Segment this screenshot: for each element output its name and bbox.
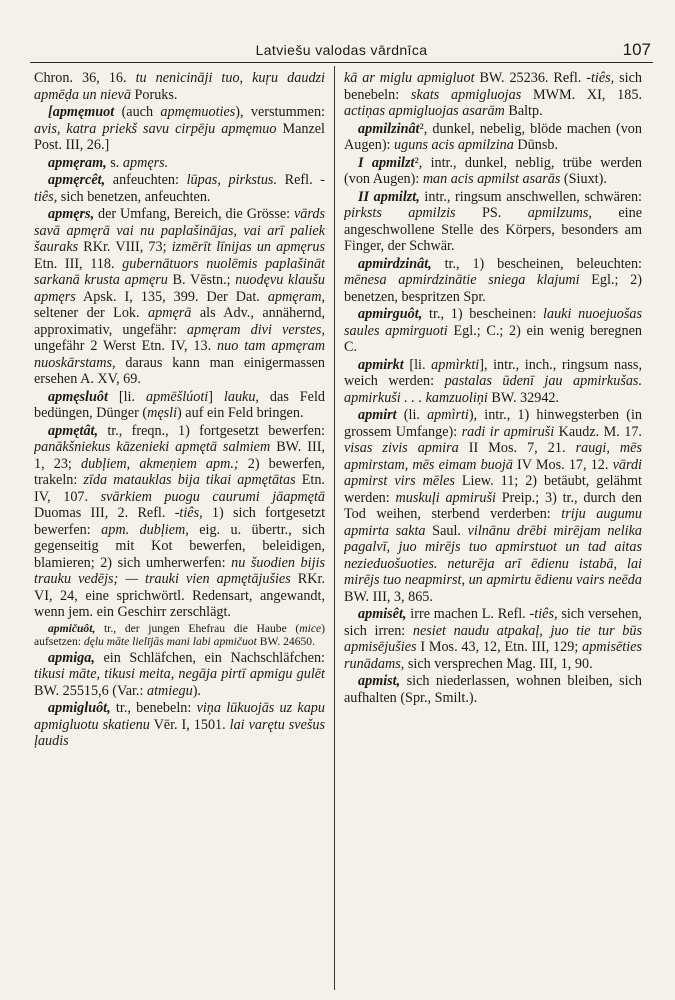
dictionary-entry <box>344 70 642 120</box>
dictionary-entry <box>34 70 325 103</box>
entry-text: irre machen L. Refl. <box>406 606 530 622</box>
entry-example: apmęrs. <box>122 154 169 171</box>
entry-text: BW. III, 3, 865. <box>344 588 433 605</box>
entry-example: mēnesa apmirdzinātie sniega klajumi <box>344 272 580 288</box>
entry-example: tu nenicināji tuo, kuŗu daudzi apmēḍa un nievā <box>34 70 325 103</box>
entry-example: svārkiem puogu caurumi jāapmętā <box>100 488 325 505</box>
dictionary-entry <box>344 357 642 407</box>
entry-example: apmęram divi verstes, <box>186 321 325 338</box>
entry-text: Etn. III, 118. <box>34 255 123 272</box>
entry-example: nuodęvu klaušu apmęrs <box>34 272 325 305</box>
entry-text: ein Schläfchen, ein Nachschläfchen: <box>94 649 325 666</box>
entry-text: Egl.; 2) benetzen, bespritzen Spr. <box>344 272 642 305</box>
entry-example: apmęrā <box>148 305 192 321</box>
entry-text: Egl.; C.; 2) ein wenig beregnen C. <box>344 322 642 355</box>
entry-text: I Mos. 43, 12, Etn. III, 129; <box>416 639 583 655</box>
entry-headword: apmirkt <box>358 356 404 373</box>
dictionary-entry <box>34 389 325 422</box>
entry-text: der Umfang, Bereich, die Grösse: <box>94 206 294 222</box>
entry-text: ], intr., inch., ringsum nass, weich werden: <box>344 356 642 389</box>
entry-text: Saul. <box>425 522 468 539</box>
entry-text: ) auf ein Feld bringen. <box>177 405 304 421</box>
entry-example: viņa lūkuojās uz kapu apmigluotu skatienu <box>34 700 325 733</box>
entry-text: Refl. <box>277 172 321 188</box>
dictionary-entry <box>34 104 325 154</box>
entry-text: tr., 1) bescheinen, beleuchten: <box>431 255 642 272</box>
entry-example: apmilzums, <box>527 205 592 221</box>
dictionary-entry <box>34 423 325 621</box>
entry-example: apmisēties runādams, <box>344 639 642 672</box>
entry-text: BW. III, 1, 23; <box>34 439 325 472</box>
entry-text: Dūnsb. <box>513 137 559 153</box>
dictionary-entry <box>34 155 325 172</box>
entry-headword: [apmęmuot <box>48 104 115 120</box>
entry-example: pastalas ūdenī jau apmirkušas. apmirkuši . . . kamzuoliņi <box>344 373 642 406</box>
entry-example: nuo tam apmęram nuoskārstams, <box>34 338 325 371</box>
entry-headword: apmiga, <box>48 649 95 666</box>
entry-headword: apmilzinât <box>358 120 420 137</box>
entry-text: Preip.; 3) tr., durch den Tod weihen, sterbend verderben: <box>344 489 642 522</box>
entry-example: avis, katra priekš savu cirpēju apmęmuo <box>34 120 277 137</box>
entry-text: Etn. IV, 107. <box>34 472 325 505</box>
entry-example: -tiês, <box>586 70 615 86</box>
entry-example: kā ar miglu apmigluot <box>344 70 475 86</box>
entry-text: Chron. 36, 16. <box>34 70 136 86</box>
entry-example: apmēšlúoti <box>145 388 209 405</box>
page-number: 107 <box>622 40 651 59</box>
entry-text: B. Vēstn.; <box>167 272 236 288</box>
entry-text: daraus kann man einigermassen ersehen A. XV, 69. <box>34 354 325 387</box>
entry-text: ), verstummen: <box>235 104 325 120</box>
dictionary-entry <box>344 306 642 356</box>
entry-example: dęlu māte lielījās mani labi apmičuot <box>83 635 257 648</box>
entry-text: ², dunkel, nebelig, blöde machen (von Augen): <box>344 120 642 153</box>
entry-text: BW. 25515,6 (Var.: <box>34 682 147 699</box>
dictionary-entry <box>344 121 642 154</box>
entry-text: MWM. XI, 185. <box>521 86 642 103</box>
entry-text: [li. <box>107 388 146 405</box>
entry-headword: II apmilzt, <box>358 188 420 205</box>
entry-headword: apmist, <box>358 673 401 689</box>
left-column <box>34 70 325 990</box>
entry-text: RKr. VIII, 73; <box>78 239 172 255</box>
entry-text: sich versehen, sich irren: <box>344 606 642 639</box>
entry-text: ), intr., 1) hinwegsterben (in grossem Umfange): <box>344 407 642 440</box>
dictionary-entry <box>34 172 325 205</box>
entry-text: Liew. 11; 2) betäubt, gelähmt werden: <box>344 473 642 506</box>
entry-text: Kaudz. M. 17. <box>554 423 642 440</box>
entry-text: (auch <box>114 104 161 120</box>
entry-example: gubernātuors nuolēmis paplašināt sarkanā krusta apmęru <box>34 255 325 288</box>
entry-example: lai varętu svešus ļaudis <box>34 716 325 749</box>
entry-text: Apsk. I, 135, 399. Der Dat. <box>75 288 268 305</box>
entry-example: -tiês, <box>34 172 325 205</box>
entry-text: (Siuxt). <box>560 171 607 187</box>
entry-text: 2) bewerfen, trakeln: <box>34 455 325 488</box>
entry-text: Baltp. <box>504 103 543 119</box>
entry-example: apm. dubļiem, <box>101 521 189 538</box>
entry-text: eine angeschwollene Stelle des Körpers, besonders am Finger, der Schwär. <box>344 205 642 254</box>
entry-headword: apmirguôt, <box>358 306 423 322</box>
entry-text: sich niederlassen, wohnen bleiben, sich aufhalten (Spr., Smilt.). <box>344 673 642 706</box>
entry-example: -tiês, <box>529 606 558 622</box>
entry-example: visas zivis apmira <box>344 440 459 456</box>
running-title: Latviešu valodas vārdnīca <box>255 42 428 58</box>
entry-text: ungefähr 2 Werst Etn. IV, 13. <box>34 338 218 354</box>
entry-example: vārds savā apmęrā vai nu paplašinājas, vai arī paliek šauraks <box>34 206 325 255</box>
entry-example: triju augumu apmirta sakta <box>344 506 642 539</box>
entry-example: tikusi māte, tikusi meita, negāja pirtī apmigu gulēt <box>34 666 325 682</box>
entry-text: anfeuchten: <box>105 172 187 188</box>
entry-text: 1) sich fortgesetzt bewerfen: <box>34 505 325 538</box>
page-header <box>30 40 653 63</box>
entry-example: nesiet naudu atpakaļ, juo tie tur būs apmisējušies <box>344 622 642 655</box>
entry-headword: apmęrcêt, <box>48 172 106 188</box>
entry-example: skats apmigluojas <box>410 86 522 103</box>
entry-example: nu šuodien bijis trauku vedējs; — trauki vien apmętājušies <box>34 554 325 587</box>
entry-example: lauki nuoejuošas saules apmirguoti <box>344 306 642 339</box>
entry-example: man acis apmilst asarās <box>422 171 561 187</box>
entry-text: [li. <box>403 356 432 373</box>
entry-text: Duomas III, 2. Refl. <box>34 505 175 521</box>
entry-text: ², intr., dunkel, neblig, trübe werden (von Augen): <box>344 154 642 187</box>
entry-example: apmìrti <box>427 407 469 423</box>
entry-example: lūpas, pirkstus. <box>186 172 277 188</box>
entry-text: BW. 32942. <box>487 389 560 406</box>
entry-text: tr., freqn., 1) fortgesetzt bewerfen: <box>98 422 325 439</box>
entry-example: dubļiem, akmeņiem apm.; <box>80 455 239 472</box>
entry-headword: apmętât, <box>48 422 99 439</box>
entry-example: radi ir apmiruši <box>461 423 555 440</box>
entry-headword: apmigluôt, <box>48 700 111 716</box>
entry-text: sich versprechen Mag. III, 1, 90. <box>404 655 593 672</box>
entry-text: BW. 24650. <box>256 635 316 648</box>
dictionary-entry <box>34 622 325 649</box>
entry-example: uguns acis apmilzina <box>394 137 514 153</box>
entry-example: vilnānu drēbi mirējam nelika pagalvī, juo mirējs tuo apmirstuot un tad aitas nezieduošuoties. neturēja arī ēdienu istabā, lai mirējs tuo neapmirst, un apmirtu ēdienu vairs neēda <box>344 522 642 588</box>
entry-text: (li. <box>396 407 428 423</box>
entry-text: tr., 1) bescheinen: <box>422 306 544 322</box>
entry-text: Poruks. <box>130 86 178 103</box>
entry-text: ) aufsetzen: <box>34 621 325 648</box>
entry-text: sich benetzen, anfeuchten. <box>57 188 211 205</box>
entry-headword: I apmilzt <box>358 154 415 171</box>
entry-text: ). <box>192 682 201 699</box>
entry-example: -tiês, <box>174 505 203 521</box>
dictionary-entry <box>34 650 325 700</box>
dictionary-entry <box>344 606 642 672</box>
entry-text: intr., ringsum anschwellen, schwären: <box>419 188 642 205</box>
entry-text: Manzel Post. III, 26.] <box>34 120 325 153</box>
right-column <box>344 70 642 990</box>
entry-headword: apmęsluôt <box>48 388 108 405</box>
entry-example: apmìrkti <box>431 356 480 373</box>
entry-example: zīda matauklas bija tikai apmętātas <box>83 472 296 488</box>
entry-text: IV Mos. 17, 12. <box>512 456 613 473</box>
entry-text: das Feld bedüngen, Dünger ( <box>34 388 325 421</box>
entry-text: Vēr. I, 1501. <box>149 716 230 733</box>
entry-example: panākšniekus kāzenieki apmętā salmiem <box>34 439 271 455</box>
entry-headword: apmirt <box>358 407 397 423</box>
entry-example: raugi, mēs apmirstam, mēs eimam buojā <box>344 440 642 473</box>
dictionary-entry <box>34 206 325 388</box>
entry-example: apmęram, <box>267 288 325 305</box>
dictionary-entry <box>344 256 642 306</box>
entry-headword: apmisêt, <box>358 606 407 622</box>
entry-text: sich benebeln: <box>344 70 642 103</box>
entry-headword: apmičuôt, <box>48 621 96 635</box>
entry-headword: apmirdzinât, <box>358 255 432 272</box>
entry-example: apmęmuoties <box>160 104 236 120</box>
entry-text: PS. <box>455 205 528 221</box>
column-divider <box>334 66 335 990</box>
entry-text: seltener der Lok. <box>34 305 149 321</box>
entry-example: actiņas apmigluojas asarām <box>344 103 505 119</box>
dictionary-entry <box>34 700 325 750</box>
entry-example: męsli <box>147 405 178 421</box>
entry-example: lauku, <box>223 388 259 405</box>
entry-headword: apmęrs, <box>48 206 95 222</box>
entry-text: BW. 25236. Refl. <box>474 70 587 86</box>
entry-headword: apmęram, <box>48 154 107 171</box>
entry-example: mice <box>299 621 322 635</box>
entry-text: eig. u. übertr., sich gegenseitig mit Kot bewerfen, beleidigen, blamieren; 2) sich umherwerfen: <box>34 521 325 571</box>
entry-example: atmiegu <box>146 682 193 699</box>
entry-text: tr., benebeln: <box>110 700 197 716</box>
dictionary-entry <box>344 189 642 255</box>
entry-text: RKr. VI, 24, eine sprichwörtl. Redensart, angewandt, wenn jem. ein Geschirr zerschlägt. <box>34 571 325 620</box>
entry-example: muskuļi apmiruši <box>395 489 496 506</box>
entry-example: izmērīt līnijas un apmęrus <box>171 239 325 255</box>
dictionary-entry <box>344 155 642 188</box>
dictionary-entry <box>344 673 642 706</box>
entry-text: ] <box>208 388 224 405</box>
entry-text: s. <box>106 154 123 171</box>
dictionary-entry <box>344 407 642 605</box>
entry-example: vārdi apmirst virs mēles <box>344 456 642 489</box>
entry-text: II Mos. 7, 21. <box>458 440 576 456</box>
entry-text: als Adv., annähernd, approximativ, ungefähr: <box>34 305 325 338</box>
entry-example: pirksts apmilzis <box>344 205 456 221</box>
entry-text: tr., der jungen Ehefrau die Haube ( <box>95 621 300 635</box>
